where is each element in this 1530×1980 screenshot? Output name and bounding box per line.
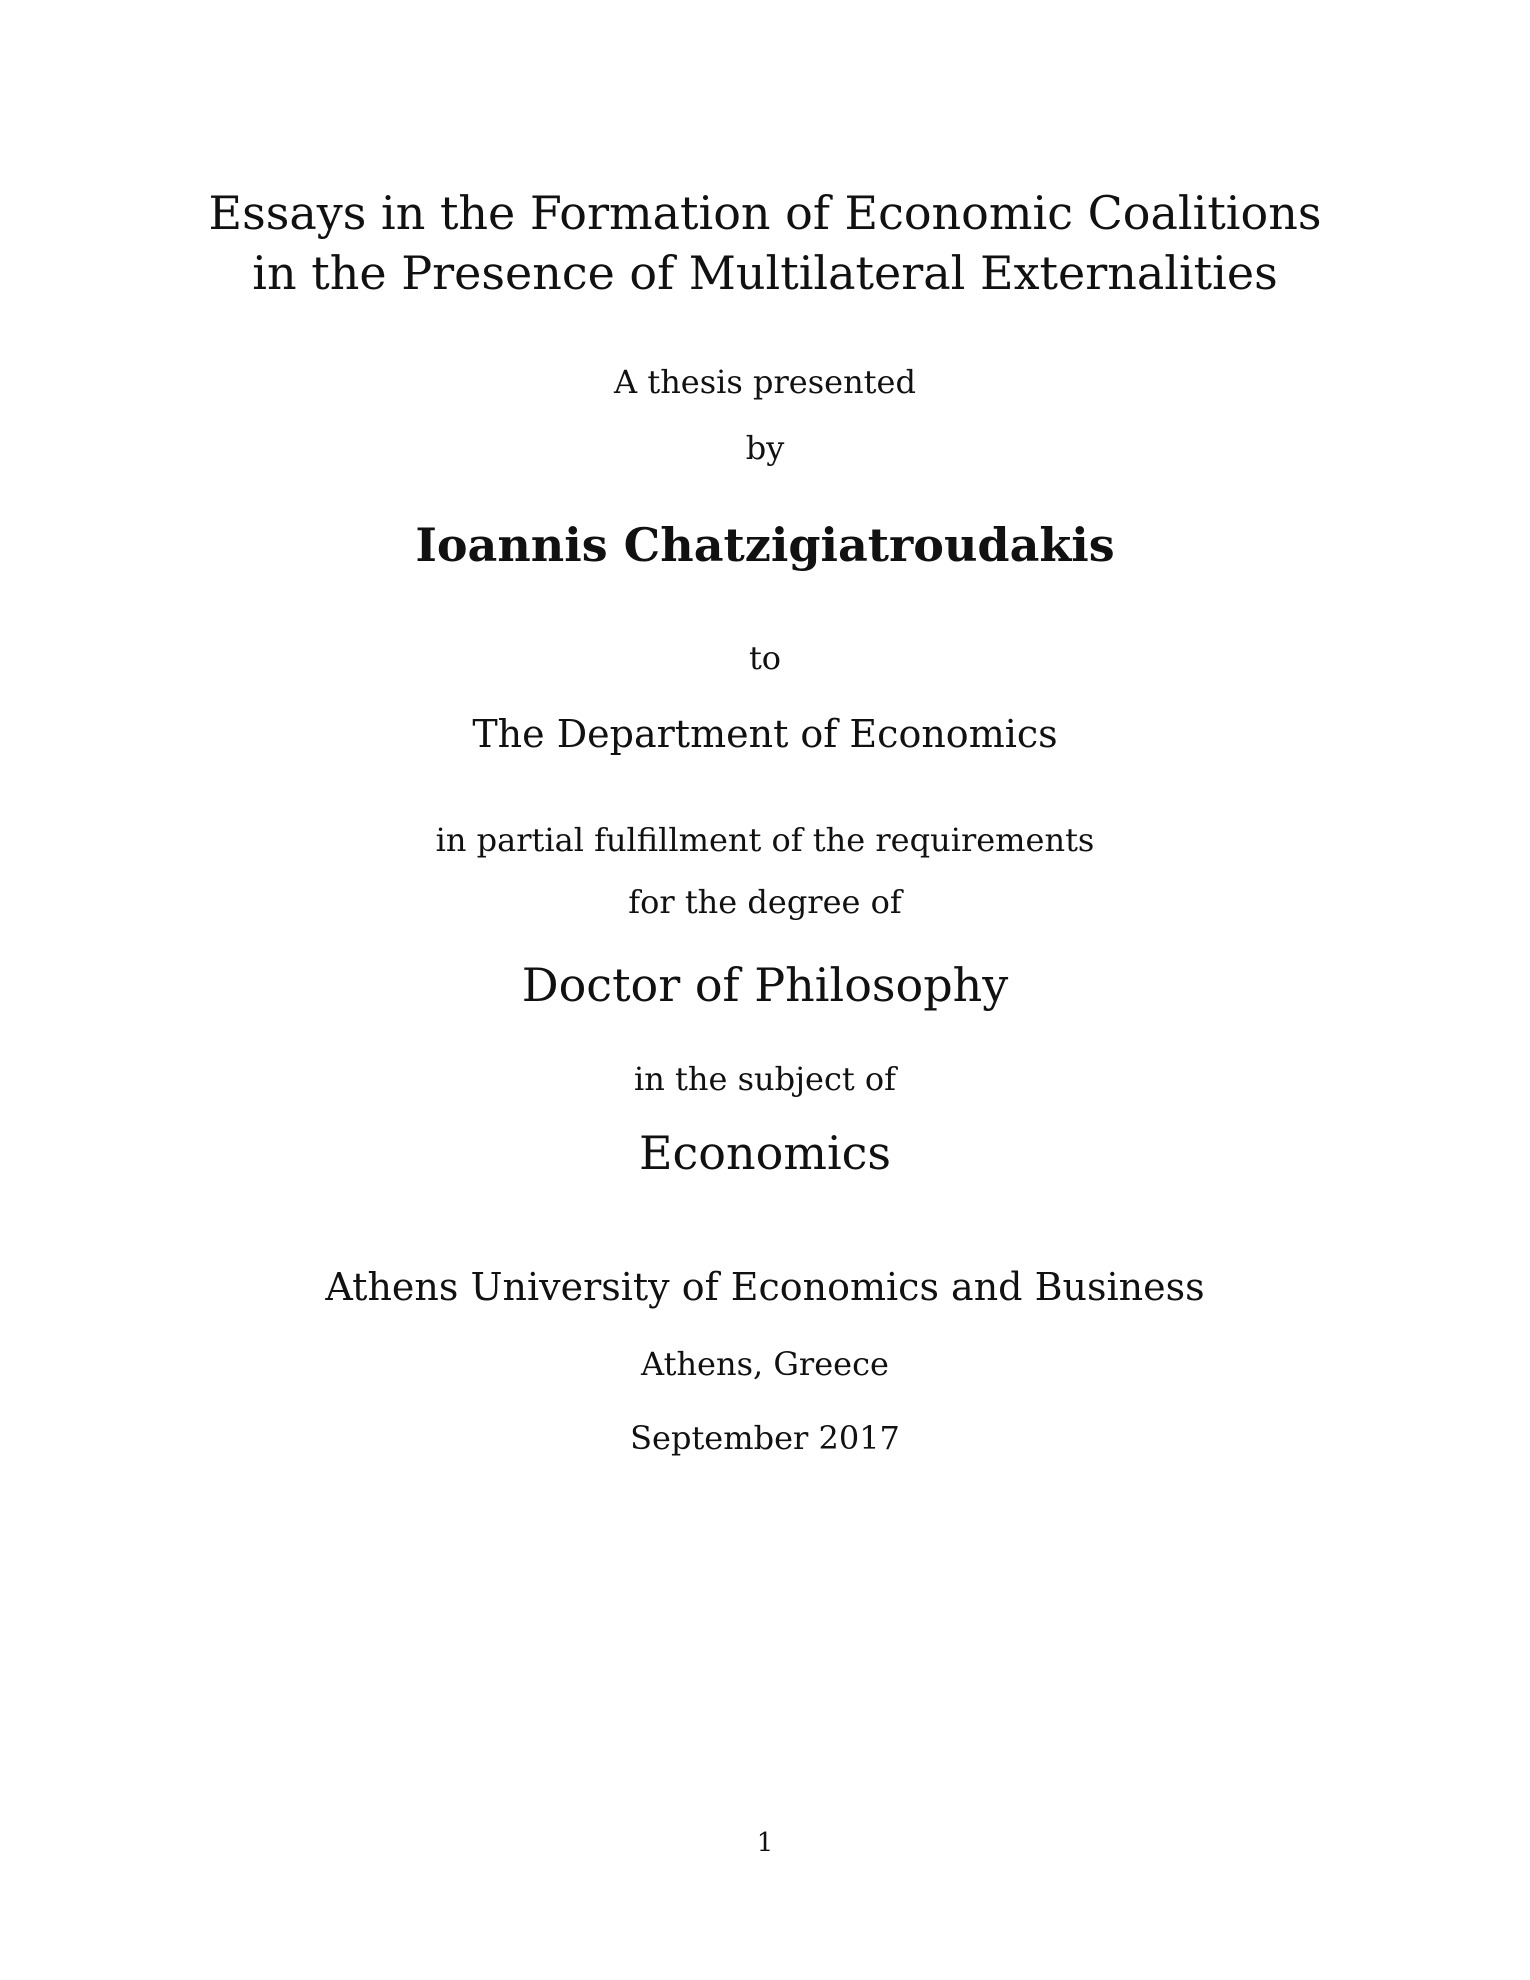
fulfillment-line-1: in partial fulfillment of the requirements [435,821,1095,859]
fulfillment-line-2: for the degree of [628,883,902,921]
author-name: Ioannis Chatzigiatroudakis [415,518,1115,572]
university-name: Athens University of Economics and Business [325,1265,1205,1309]
page-number: 1 [756,1828,774,1858]
thesis-title-line-2: in the Presence of Multilateral Externalities [252,246,1278,300]
thesis-title-line-1: Essays in the Formation of Economic Coalitions [208,186,1322,240]
by-text: by [745,429,785,467]
subject-intro: in the subject of [633,1060,897,1098]
degree-name: Doctor of Philosophy [521,958,1009,1012]
location-text: Athens, Greece [641,1345,889,1383]
presented-text: A thesis presented [614,363,916,401]
to-text: to [748,639,782,677]
department-name: The Department of Economics [472,712,1058,756]
date-text: September 2017 [630,1419,900,1457]
subject-name: Economics [638,1126,892,1180]
